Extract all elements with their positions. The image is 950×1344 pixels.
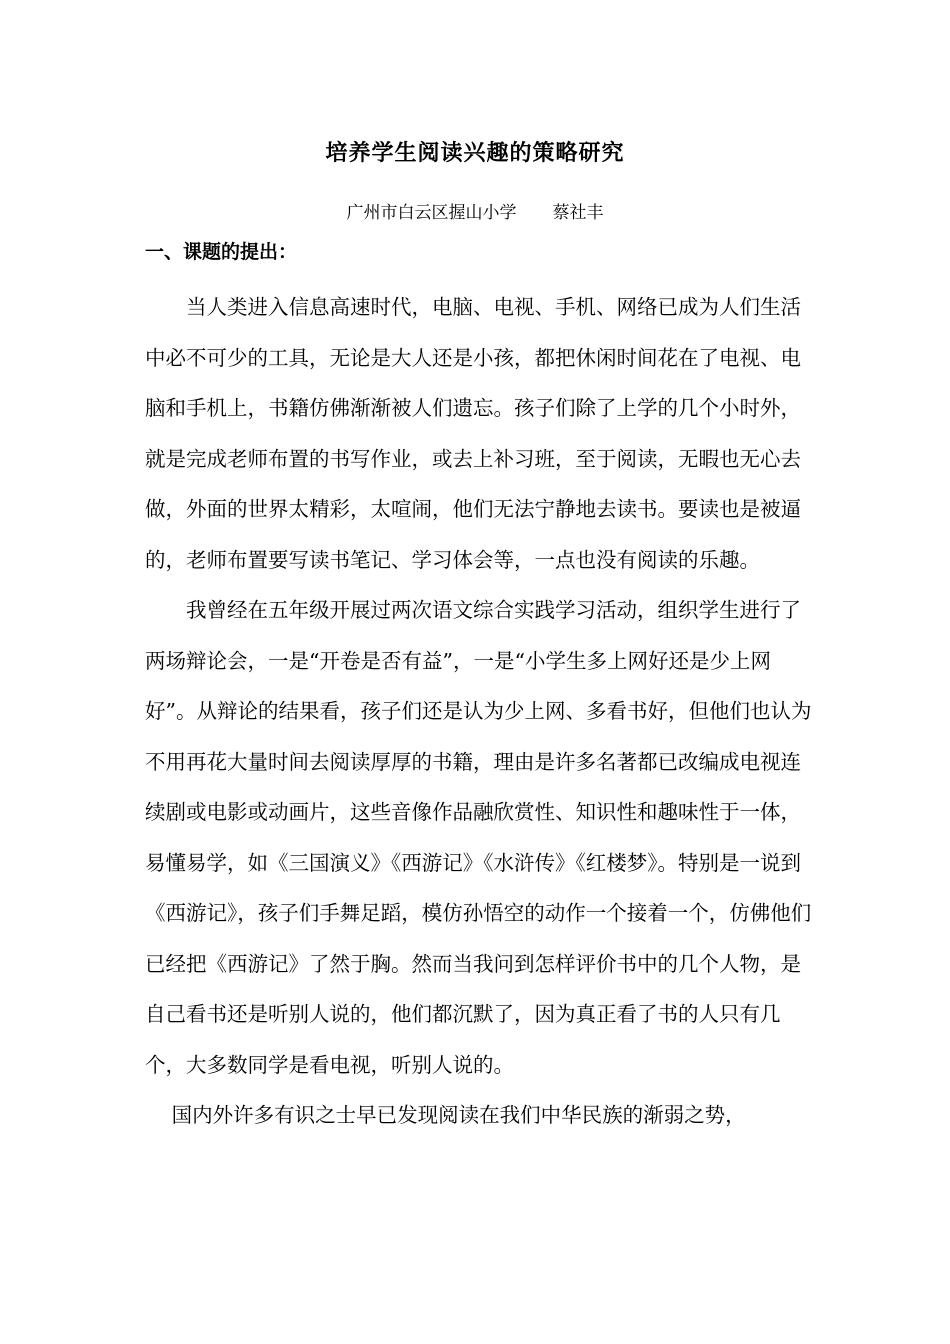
page-title: 培养学生阅读兴趣的策略研究 [325, 140, 625, 166]
section-heading: 一、课题的提出： [145, 241, 298, 263]
body-text [145, 282, 817, 1141]
paragraph-2: 我曾经在五年级开展过两次语文综合实践学习活动，组织学生进行了两场辩论会，一是“开卷是否有益”，一是“小学生多上网好还是少上网好”。从辩论的结果看，孩子们还是认为少上网、多看书好，但他们也认为不用再花大量时间去阅读厚厚的书籍，理由是许多名著都已改编成电视连续剧或电影或动画片，这些音像作品融欣赏性、知识性和趣味性于一体，易懂易学，如《三国演义》《西游记》《水浒传》《红楼梦》。特别是一说到《西游记》，孩子们手舞足蹈，模仿孙悟空的动作一个接着一个，仿佛他们已经把《西游记》了然于胸。然而当我问到怎样评价书中的几个人物，是自己看书还是听别人说的，他们都沉默了，因为真正看了书的人只有几个，大多数同学是看电视，听别人说的。 [145, 598, 812, 1077]
author-line [0, 200, 950, 226]
author-school: 广州市白云区握山小学 [346, 203, 517, 223]
paragraph-1: 当人类进入信息高速时代，电脑、电视、手机、网络已成为人们生活中必不可少的工具，无论是大人还是小孩，都把休闲时间花在了电视、电脑和手机上，书籍仿佛渐渐被人们遗忘。孩子们除了上学的几个小时外，就是完成老师布置的书写作业，或去上补习班，至于阅读，无暇也无心去做，外面的世界太精彩，太喧闹，他们无法宁静地去读书。要读也是被逼的，老师布置要写读书笔记、学习体会等，一点也没有阅读的乐趣。 [145, 295, 801, 572]
author-name: 蔡社丰 [552, 203, 604, 223]
paragraph-3: 国内外许多有识之士早已发现阅读在我们中华民族的渐弱之势， [171, 1103, 746, 1127]
